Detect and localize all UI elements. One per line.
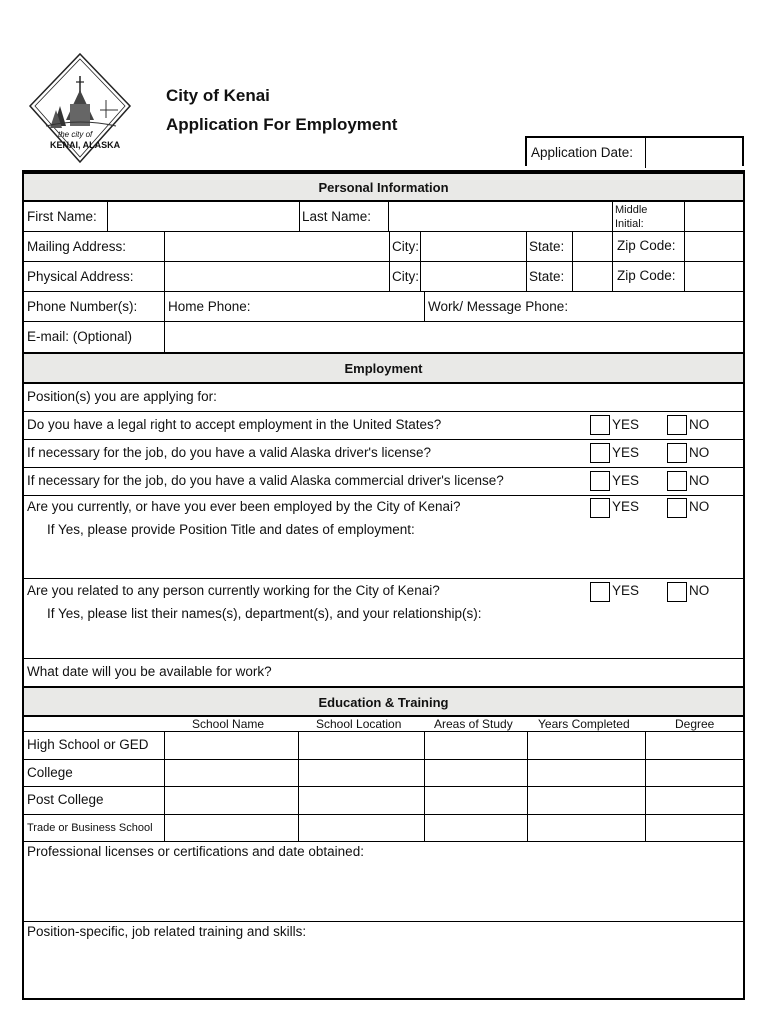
related-no-checkbox[interactable] [667, 582, 687, 602]
edu-cell[interactable] [164, 732, 299, 759]
license-no-label: NO [689, 445, 710, 460]
edu-cell[interactable] [164, 760, 299, 786]
application-date-label: Application Date: [531, 145, 634, 160]
availability-row [24, 659, 743, 686]
logo-text-line2: KENAI, ALASKA [50, 140, 121, 150]
last-name-label: Last Name: [302, 209, 372, 224]
mailing-zip-input[interactable] [684, 232, 744, 261]
question-legal-row [24, 412, 743, 440]
edu-cell[interactable] [645, 787, 744, 814]
skills-label[interactable]: Position-specific, job related training and skills: [27, 924, 307, 939]
edu-row-label: Post College [27, 792, 104, 807]
edu-cell[interactable] [298, 760, 425, 786]
physical-address-label: Physical Address: [27, 269, 134, 284]
mailing-address-row [24, 232, 743, 262]
edu-cell[interactable] [164, 815, 299, 841]
edu-cell[interactable] [527, 760, 646, 786]
edu-cell[interactable] [645, 815, 744, 841]
mailing-state-input[interactable] [572, 232, 613, 261]
logo-text-line1: the city of [58, 130, 93, 139]
physical-city-input[interactable] [420, 262, 527, 291]
employed-yes-checkbox[interactable] [590, 498, 610, 518]
section-personal-information: Personal Information [24, 172, 743, 202]
cdl-yes-label: YES [612, 473, 640, 488]
edu-row-label: High School or GED [27, 737, 149, 752]
edu-row-label: College [27, 765, 73, 780]
physical-address-row [24, 262, 743, 292]
physical-zip-input[interactable] [684, 262, 744, 291]
education-row-college [24, 760, 743, 787]
related-yes-checkbox[interactable] [590, 582, 610, 602]
education-header-row [24, 717, 743, 732]
license-yes-label: YES [612, 445, 640, 460]
edu-cell[interactable] [527, 787, 646, 814]
mailing-address-input[interactable] [164, 232, 390, 261]
legal-yes-label: YES [612, 417, 640, 432]
email-label: E-mail: (Optional) [27, 329, 133, 344]
email-input[interactable] [164, 322, 744, 352]
middle-initial-label: Middle Initial: [615, 204, 648, 230]
education-row-post-college [24, 787, 743, 815]
edu-row-label: Trade or Business School [27, 822, 153, 834]
related-no-label: NO [689, 583, 710, 598]
edu-cell[interactable] [527, 732, 646, 759]
edu-cell[interactable] [298, 787, 425, 814]
work-phone-label[interactable]: Work/ Message Phone: [428, 299, 569, 314]
question-cdl-row [24, 468, 743, 496]
col-areas-of-study: Areas of Study [434, 717, 513, 731]
col-degree: Degree [675, 717, 715, 731]
edu-cell[interactable] [164, 787, 299, 814]
application-form [22, 170, 745, 1000]
mailing-state-label: State: [529, 239, 565, 254]
middle-initial-input[interactable] [684, 202, 744, 231]
first-name-input[interactable] [107, 202, 300, 231]
legal-yes-checkbox[interactable] [590, 415, 610, 435]
employed-followup[interactable]: If Yes, please provide Position Title and dates of employment: [47, 522, 415, 537]
edu-cell[interactable] [424, 732, 528, 759]
edu-cell[interactable] [424, 760, 528, 786]
physical-zip-label: Zip Code: [617, 268, 676, 283]
education-row-high-school [24, 732, 743, 760]
employed-no-label: NO [689, 499, 710, 514]
col-school-location: School Location [316, 717, 402, 731]
edu-cell[interactable] [424, 787, 528, 814]
position-row [24, 384, 743, 412]
section-employment: Employment [24, 352, 743, 384]
application-date-field [525, 136, 744, 166]
cdl-no-checkbox[interactable] [667, 471, 687, 491]
position-label[interactable]: Position(s) you are applying for: [27, 389, 217, 404]
page-title: Application For Employment [166, 115, 398, 134]
edu-cell[interactable] [298, 815, 425, 841]
edu-cell[interactable] [298, 732, 425, 759]
related-yes-label: YES [612, 583, 640, 598]
section-education: Education & Training [24, 686, 743, 717]
col-years-completed: Years Completed [538, 717, 630, 731]
license-no-checkbox[interactable] [667, 443, 687, 463]
licenses-block [24, 842, 743, 922]
availability-label[interactable]: What date will you be available for work? [27, 664, 272, 679]
question-related: Are you related to any person currently working for the City of Kenai? [27, 583, 440, 598]
mailing-city-label: City: [392, 239, 419, 254]
name-row [24, 202, 743, 232]
licenses-label[interactable]: Professional licenses or certifications and date obtained: [27, 844, 364, 859]
related-followup[interactable]: If Yes, please list their names(s), department(s), and your relationship(s): [47, 606, 482, 621]
skills-block [24, 922, 743, 998]
physical-state-label: State: [529, 269, 565, 284]
mailing-zip-label: Zip Code: [617, 238, 676, 253]
edu-cell[interactable] [527, 815, 646, 841]
last-name-input[interactable] [388, 202, 613, 231]
question-legal: Do you have a legal right to accept employment in the United States? [27, 417, 442, 432]
physical-address-input[interactable] [164, 262, 390, 291]
email-row [24, 322, 743, 352]
cdl-yes-checkbox[interactable] [590, 471, 610, 491]
employed-no-checkbox[interactable] [667, 498, 687, 518]
home-phone-label[interactable]: Home Phone: [168, 299, 251, 314]
question-license: If necessary for the job, do you have a valid Alaska driver's license? [27, 445, 432, 460]
mailing-address-label: Mailing Address: [27, 239, 127, 254]
city-seal-logo [28, 52, 132, 164]
education-row-trade [24, 815, 743, 842]
application-date-input[interactable] [645, 138, 745, 168]
edu-cell[interactable] [645, 732, 744, 759]
question-license-row [24, 440, 743, 468]
organization-name: City of Kenai [166, 86, 270, 105]
employed-yes-label: YES [612, 499, 640, 514]
phone-row [24, 292, 743, 322]
question-employed-block [24, 496, 743, 579]
physical-city-label: City: [392, 269, 419, 284]
question-employed: Are you currently, or have you ever been employed by the City of Kenai? [27, 499, 461, 514]
mailing-city-input[interactable] [420, 232, 527, 261]
cdl-no-label: NO [689, 473, 710, 488]
question-cdl: If necessary for the job, do you have a valid Alaska commercial driver's license? [27, 473, 504, 488]
phone-numbers-label: Phone Number(s): [27, 299, 138, 314]
legal-no-label: NO [689, 417, 710, 432]
first-name-label: First Name: [27, 209, 97, 224]
question-related-block [24, 579, 743, 659]
legal-no-checkbox[interactable] [667, 415, 687, 435]
col-school-name: School Name [192, 717, 265, 731]
license-yes-checkbox[interactable] [590, 443, 610, 463]
physical-state-input[interactable] [572, 262, 613, 291]
edu-cell[interactable] [424, 815, 528, 841]
edu-cell[interactable] [645, 760, 744, 786]
